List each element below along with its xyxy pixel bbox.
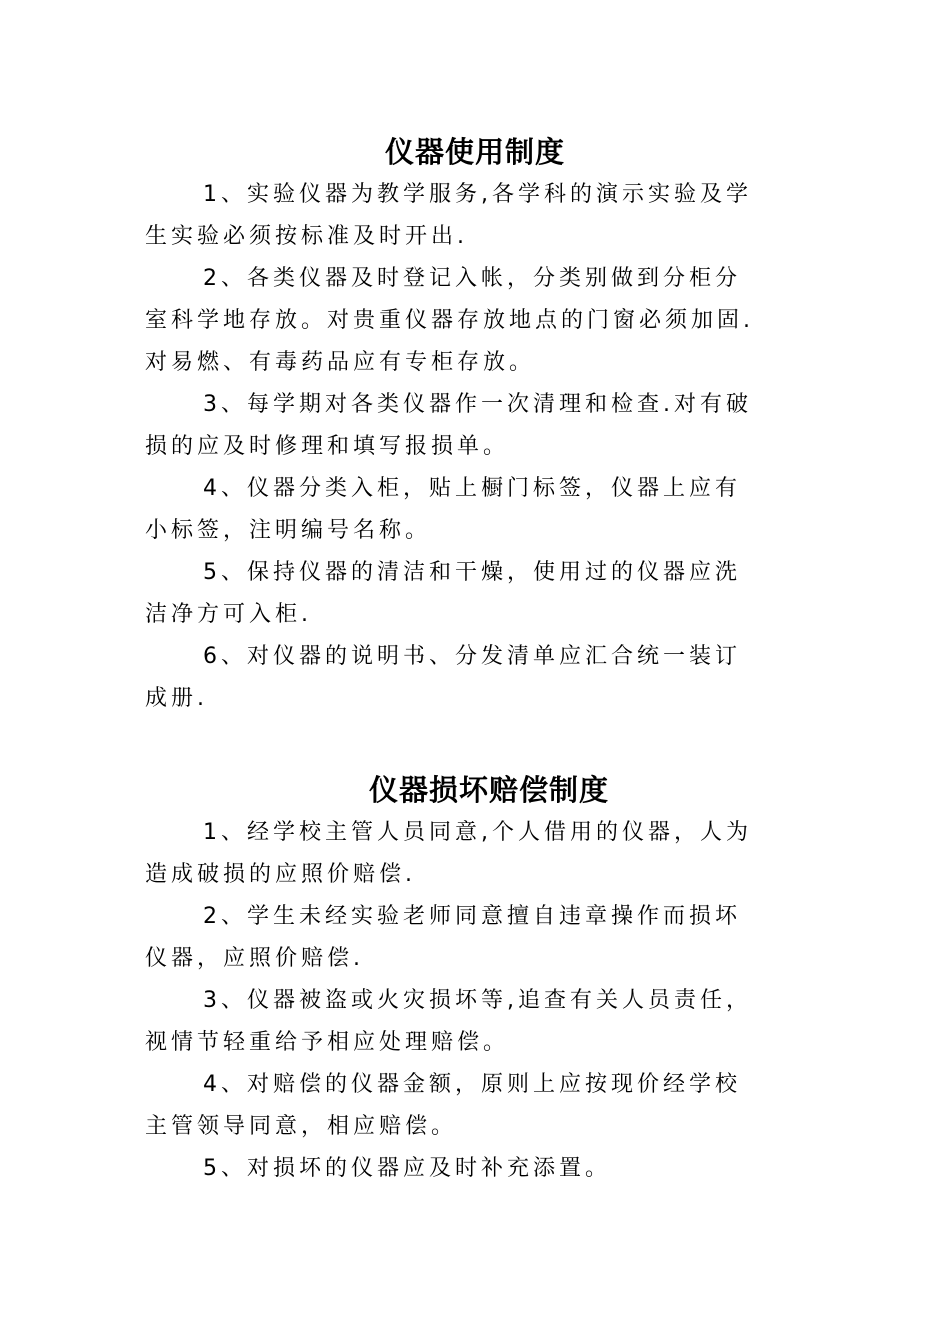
paragraph bbox=[145, 896, 805, 980]
paragraph-first-line: 1、经学校主管人员同意,个人借用的仪器，人为 bbox=[203, 820, 752, 845]
paragraph-first-line: 2、各类仪器及时登记入帐，分类别做到分柜分 bbox=[203, 266, 741, 291]
paragraph bbox=[145, 812, 805, 896]
paragraph bbox=[145, 1064, 805, 1148]
paragraph-list bbox=[145, 812, 805, 1190]
paragraph-line: 仪器，应照价赔偿. bbox=[145, 946, 364, 971]
section-title: 仪器损坏赔偿制度 bbox=[368, 773, 609, 807]
paragraph-first-line: 3、仪器被盗或火灾损坏等,追查有关人员责任， bbox=[203, 988, 752, 1013]
paragraph bbox=[145, 636, 805, 720]
paragraph bbox=[145, 552, 805, 636]
paragraph-line: 损的应及时修理和填写报损单。 bbox=[145, 434, 510, 459]
paragraph-line: 小标签，注明编号名称。 bbox=[145, 518, 432, 543]
paragraph-first-line: 4、仪器分类入柜，贴上橱门标签，仪器上应有 bbox=[203, 476, 741, 501]
paragraph bbox=[145, 468, 805, 552]
paragraph bbox=[145, 1148, 805, 1190]
paragraph-line: 造成破损的应照价赔偿. bbox=[145, 862, 416, 887]
paragraph-first-line: 5、对损坏的仪器应及时补充添置。 bbox=[203, 1156, 611, 1181]
paragraph-first-line: 5、保持仪器的清洁和干燥，使用过的仪器应洗 bbox=[203, 560, 741, 585]
paragraph-first-line: 4、对赔偿的仪器金额，原则上应按现价经学校 bbox=[203, 1072, 741, 1097]
paragraph-line: 对易燃、有毒药品应有专柜存放。 bbox=[145, 350, 536, 375]
paragraph-first-line: 3、每学期对各类仪器作一次清理和检查.对有破 bbox=[203, 392, 752, 417]
paragraph-line: 成册. bbox=[145, 686, 208, 711]
paragraph-line: 洁净方可入柜. bbox=[145, 602, 312, 627]
paragraph-first-line: 6、对仪器的说明书、分发清单应汇合统一装订 bbox=[203, 644, 741, 669]
section-instrument-usage-rules bbox=[145, 130, 805, 720]
section-title: 仪器使用制度 bbox=[384, 135, 565, 169]
paragraph bbox=[145, 174, 805, 258]
paragraph bbox=[145, 980, 805, 1064]
paragraph bbox=[145, 384, 805, 468]
paragraph-first-line: 1、实验仪器为教学服务,各学科的演示实验及学 bbox=[203, 182, 752, 207]
paragraph-line: 生实验必须按标准及时开出. bbox=[145, 224, 468, 249]
paragraph bbox=[145, 258, 805, 384]
paragraph-line: 视情节轻重给予相应处理赔偿。 bbox=[145, 1030, 510, 1055]
paragraph-line: 室科学地存放。对贵重仪器存放地点的门窗必须加固. bbox=[145, 308, 754, 333]
paragraph-line: 主管领导同意，相应赔偿。 bbox=[145, 1114, 458, 1139]
paragraph-list bbox=[145, 174, 805, 720]
section-instrument-damage-compensation-rules bbox=[145, 768, 805, 1190]
paragraph-first-line: 2、学生未经实验老师同意擅自违章操作而损坏 bbox=[203, 904, 741, 929]
